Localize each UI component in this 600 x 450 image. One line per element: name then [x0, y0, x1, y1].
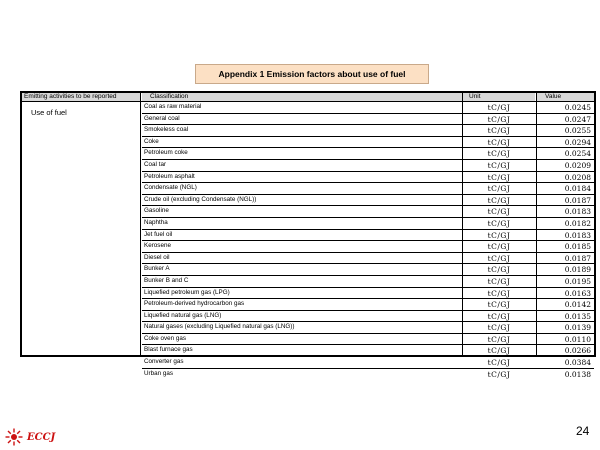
table-row [142, 264, 594, 276]
classification-cell: Converter gas [144, 358, 184, 366]
table-row [142, 183, 594, 195]
unit-cell: tC/GJ [487, 323, 511, 333]
value-cell: 0.0266 [564, 346, 591, 356]
value-cell: 0.0247 [564, 114, 591, 124]
unit-cell: tC/GJ [487, 346, 511, 356]
value-cell: 0.0209 [564, 160, 591, 170]
classification-cell: Petroleum-derived hydrocarbon gas [144, 300, 245, 308]
unit-cell: tC/GJ [487, 334, 511, 344]
table-row [142, 148, 594, 160]
table-row [142, 172, 594, 184]
unit-cell: tC/GJ [487, 288, 511, 298]
value-cell: 0.0138 [564, 369, 591, 379]
value-cell: 0.0384 [564, 358, 591, 368]
value-cell: 0.0163 [564, 288, 591, 298]
table-row [142, 288, 594, 300]
classification-cell: Blast furnace gas [144, 346, 193, 354]
table-row [142, 206, 594, 218]
value-cell: 0.0183 [564, 207, 591, 217]
classification-cell: Diesel oil [144, 253, 170, 261]
classification-cell: Coke oven gas [144, 334, 187, 342]
classification-cell: Urban gas [144, 369, 174, 377]
unit-cell: tC/GJ [487, 137, 511, 147]
header-value: Value [537, 93, 594, 101]
header-activity: Emitting activities to be reported [22, 93, 140, 101]
unit-cell: tC/GJ [487, 184, 511, 194]
classification-cell: Kerosene [144, 242, 171, 250]
value-cell: 0.0189 [564, 265, 591, 275]
table-row [142, 369, 594, 380]
unit-cell: tC/GJ [487, 172, 511, 182]
value-cell: 0.0182 [564, 218, 591, 228]
classification-cell: Coal tar [144, 160, 167, 168]
table-row [142, 137, 594, 149]
classification-cell: Bunker A [144, 265, 170, 273]
table-row [142, 230, 594, 242]
table-body [142, 102, 594, 379]
value-cell: 0.0245 [564, 103, 591, 112]
logo-text: ECCJ [27, 431, 56, 443]
table-row [142, 125, 594, 137]
emission-factor-table [20, 91, 596, 379]
table-row [142, 311, 594, 323]
header-classification: Classification [142, 93, 462, 101]
table-row [142, 276, 594, 288]
value-cell: 0.0183 [564, 230, 591, 240]
classification-cell: Jet fuel oil [144, 230, 173, 238]
table-row [142, 241, 594, 253]
eccj-logo-icon [5, 428, 23, 446]
table-row [142, 195, 594, 207]
unit-cell: tC/GJ [487, 160, 511, 170]
classification-cell: Condensate (NGL) [144, 184, 197, 192]
table-row [142, 102, 594, 114]
value-cell: 0.0254 [564, 149, 591, 159]
value-cell: 0.0184 [564, 184, 591, 194]
classification-cell: Coal as raw material [144, 103, 202, 110]
table-row [142, 114, 594, 126]
classification-cell: Crude oil (excluding Condensate (NGL)) [144, 195, 257, 203]
column-divider [140, 93, 141, 355]
unit-cell: tC/GJ [487, 369, 511, 379]
page-number: 24 [576, 424, 590, 438]
unit-cell: tC/GJ [487, 149, 511, 159]
activity-cell: Use of fuel [31, 108, 67, 117]
table-row [142, 334, 594, 346]
classification-cell: Naphtha [144, 218, 168, 226]
unit-cell: tC/GJ [487, 218, 511, 228]
classification-cell: Coke [144, 137, 159, 145]
unit-cell: tC/GJ [487, 311, 511, 321]
unit-cell: tC/GJ [487, 103, 511, 112]
eccj-logo [5, 428, 55, 446]
value-cell: 0.0139 [564, 323, 591, 333]
header-unit: Unit [463, 93, 535, 101]
value-cell: 0.0185 [564, 242, 591, 252]
classification-cell: Smokeless coal [144, 126, 189, 134]
unit-cell: tC/GJ [487, 114, 511, 124]
classification-cell: Liquefied natural gas (LNG) [144, 311, 222, 319]
unit-cell: tC/GJ [487, 276, 511, 286]
unit-cell: tC/GJ [487, 195, 511, 205]
classification-cell: Petroleum coke [144, 149, 188, 157]
classification-cell: Petroleum asphalt [144, 172, 195, 180]
table-row [142, 322, 594, 334]
unit-cell: tC/GJ [487, 207, 511, 217]
value-cell: 0.0135 [564, 311, 591, 321]
unit-cell: tC/GJ [487, 300, 511, 310]
table-row [142, 345, 594, 357]
unit-cell: tC/GJ [487, 126, 511, 136]
unit-cell: tC/GJ [487, 242, 511, 252]
table-row [142, 357, 594, 369]
classification-cell: Natural gases (excluding Liquefied natural gas (LNG)) [144, 323, 295, 331]
value-cell: 0.0195 [564, 276, 591, 286]
table-row [142, 160, 594, 172]
table-row [142, 299, 594, 311]
classification-cell: Bunker B and C [144, 276, 189, 284]
value-cell: 0.0142 [564, 300, 591, 310]
classification-cell: General coal [144, 114, 180, 122]
classification-cell: Gasoline [144, 207, 169, 215]
unit-cell: tC/GJ [487, 230, 511, 240]
unit-cell: tC/GJ [487, 358, 511, 368]
value-cell: 0.0208 [564, 172, 591, 182]
table-row [142, 253, 594, 265]
unit-cell: tC/GJ [487, 265, 511, 275]
value-cell: 0.0255 [564, 126, 591, 136]
value-cell: 0.0187 [564, 195, 591, 205]
appendix-title: Appendix 1 Emission factors about use of fuel [195, 64, 429, 84]
table-row [142, 218, 594, 230]
unit-cell: tC/GJ [487, 253, 511, 263]
value-cell: 0.0294 [564, 137, 591, 147]
value-cell: 0.0110 [564, 334, 591, 344]
classification-cell: Liquefied petroleum gas (LPG) [144, 288, 230, 296]
value-cell: 0.0187 [564, 253, 591, 263]
